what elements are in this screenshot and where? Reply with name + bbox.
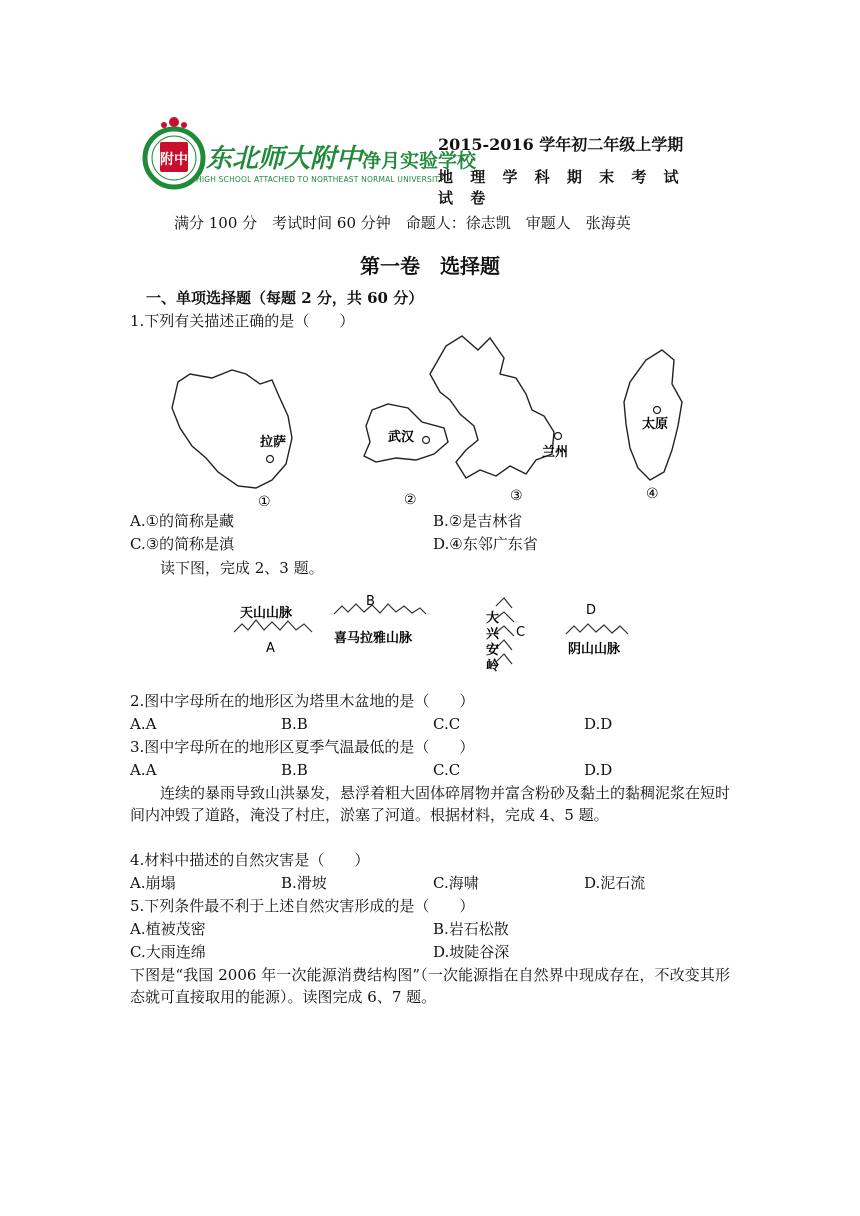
q3-option-d: D.D <box>584 761 613 779</box>
city-wuhan-label: 武汉 <box>388 430 415 445</box>
province-1-outline <box>172 370 292 488</box>
city-marker-wuhan <box>423 437 430 444</box>
province-2-number: ② <box>404 492 417 508</box>
q3-option-b: B.B <box>281 761 308 779</box>
daxinganling-char-3: 安 <box>486 643 500 658</box>
q1-option-a: A.①的简称是藏 <box>130 512 235 530</box>
q4-option-a: A.崩塌 <box>130 874 176 892</box>
city-marker-lanzhou <box>555 433 562 440</box>
q4-stem: 4.材料中描述的自然灾害是（ ） <box>130 851 370 869</box>
passage-q4-q5: 连续的暴雨导致山洪暴发，悬浮着粗大固体碎屑物并富含粉砂及黏土的黏稠泥浆在短时间内冲毁了道路，淹没了村庄，淤塞了河道。根据材料，完成 4、5 题。 <box>130 784 731 824</box>
q2-option-b: B.B <box>281 715 308 733</box>
q2-option-d: D.D <box>584 715 613 733</box>
province-4-number: ④ <box>646 486 659 502</box>
letter-c: C <box>516 625 526 640</box>
q1-stem: 1.下列有关描述正确的是（ ） <box>130 312 355 330</box>
province-1-number: ① <box>258 494 271 510</box>
q5-stem: 5.下列条件最不利于上述自然灾害形成的是（ ） <box>130 897 475 915</box>
q3-option-c: C.C <box>433 761 461 779</box>
exam-title-line1: 2015-2016 学年初二年级上学期 <box>438 135 684 154</box>
daxinganling-char-4: 岭 <box>486 659 500 674</box>
yinshan-range-icon <box>566 624 628 634</box>
city-marker-taiyuan <box>654 407 661 414</box>
seal-text: 附中 <box>160 152 188 168</box>
province-3-outline <box>430 336 554 478</box>
exam-title-line2: 地 理 学 科 期 末 考 试 试 卷 <box>438 168 685 207</box>
q5-option-c: C.大雨连绵 <box>130 943 206 961</box>
q1-option-b: B.②是吉林省 <box>433 512 523 530</box>
school-name-cn <box>206 138 476 175</box>
letter-b: B <box>366 594 375 609</box>
himalaya-range-icon <box>334 604 426 614</box>
letter-d: D <box>586 603 597 618</box>
daxinganling-char-2: 兴 <box>486 627 500 642</box>
q2-stem: 2.图中字母所在的地形区为塔里木盆地的是（ ） <box>130 692 475 710</box>
q5-option-d: D.坡陡谷深 <box>433 943 510 961</box>
province-3-number: ③ <box>510 488 523 504</box>
mountain-range-figure <box>228 588 648 682</box>
province-outline-figure <box>160 330 700 510</box>
intro-q2-q3: 读下图，完成 2、3 题。 <box>160 559 324 577</box>
intro-q6-q7: 下图是“我国 2006 年一次能源消费结构图”（一次能源指在自然界中现成存在，不改变其形态就可直接取用的能源）。读图完成 6、7 题。 <box>130 966 730 1006</box>
section-title: 第一卷 选择题 <box>360 254 500 278</box>
exam-info: 满分 100 分 考试时间 60 分钟 命题人：徐志凯 审题人 张海英 <box>174 214 631 232</box>
daxinganling-char-1: 大 <box>486 611 500 626</box>
q5-option-a: A.植被茂密 <box>130 920 206 938</box>
q2-option-c: C.C <box>433 715 461 733</box>
province-4-outline <box>624 350 682 480</box>
q4-option-d: D.泥石流 <box>584 874 646 892</box>
q2-option-a: A.A <box>130 715 157 733</box>
city-marker-lhasa <box>267 456 274 463</box>
tianshan-label: 天山山脉 <box>240 606 293 621</box>
q5-option-b: B.岩石松散 <box>433 920 509 938</box>
himalaya-label: 喜马拉雅山脉 <box>334 631 413 646</box>
q3-option-a: A.A <box>130 761 157 779</box>
city-lanzhou-label: 兰州 <box>542 445 569 460</box>
tianshan-range-icon <box>234 620 312 632</box>
letter-a: A <box>266 641 275 656</box>
yinshan-label: 阴山山脉 <box>568 642 621 657</box>
part-title: 一、单项选择题（每题 2 分，共 60 分） <box>146 289 424 307</box>
city-taiyuan-label: 太原 <box>642 417 669 432</box>
school-name-en: HIGH SCHOOL ATTACHED TO NORTHEAST NORMAL UNIVERSITY <box>196 175 444 184</box>
school-name-main: 东北师大附中 <box>206 144 363 174</box>
q4-option-b: B.滑坡 <box>281 874 327 892</box>
q1-option-c: C.③的简称是滇 <box>130 535 235 553</box>
city-lhasa-label: 拉萨 <box>260 435 287 450</box>
q4-option-c: C.海啸 <box>433 874 479 892</box>
q3-stem: 3.图中字母所在的地形区夏季气温最低的是（ ） <box>130 738 475 756</box>
q1-option-d: D.④东邻广东省 <box>433 535 538 553</box>
school-name-branch: 净月实验学校 <box>362 150 477 172</box>
